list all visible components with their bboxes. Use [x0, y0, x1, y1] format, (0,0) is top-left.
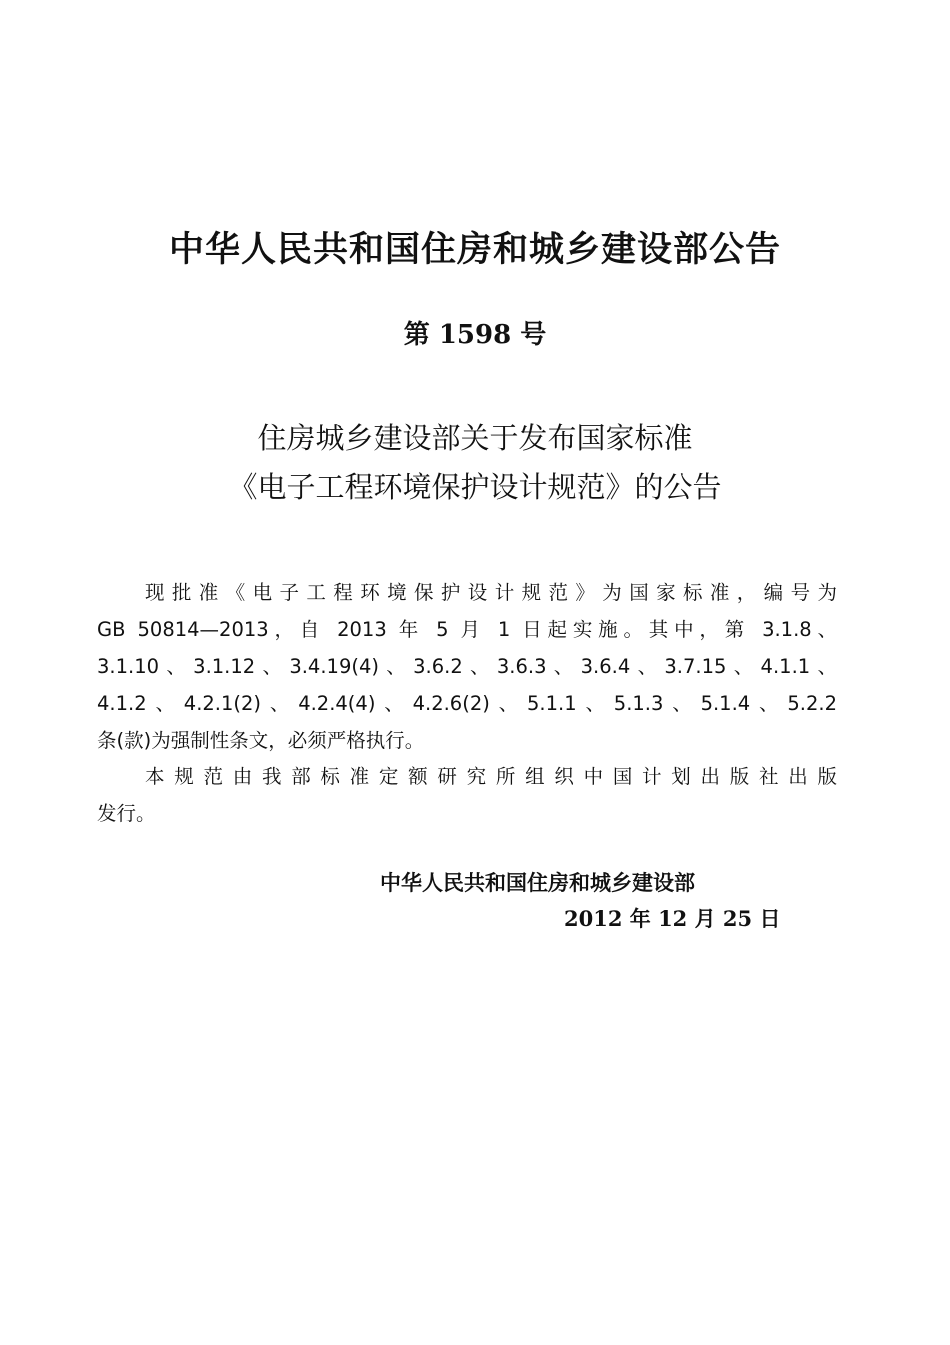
subtitle-line-1: 住房城乡建设部关于发布国家标准 [257, 421, 693, 455]
paragraph-line: 4.1.2、4.2.1(2)、4.2.4(4)、4.2.6(2)、5.1.1、5.1.3、5.1.4、5.2.2 [97, 692, 837, 715]
announcement-title: 中华人民共和国住房和城乡建设部公告 [168, 230, 781, 270]
paragraph-line: 3.1.10、3.1.12、3.4.19(4)、3.6.2、3.6.3、3.6.4、3.7.15、4.1.1、 [97, 655, 837, 678]
subtitle-line-2: 《电子工程环境保护设计规范》的公告 [228, 470, 722, 504]
paragraph-line: GB 50814—2013，自 2013 年 5 月 1 日起实施。其中，第 3.1.8、 [97, 618, 837, 641]
signature-date: 2012 年 12 月 25 日 [564, 906, 781, 931]
paragraph-line: 本规范由我部标准定额研究所组织中国计划出版社出版 [145, 765, 837, 788]
paragraph-line: 条(款)为强制性条文，必须严格执行。 [97, 729, 425, 752]
body-paragraph-1 [97, 574, 837, 759]
body-paragraph-2 [97, 758, 837, 832]
signature-organization: 中华人民共和国住房和城乡建设部 [380, 871, 695, 895]
paragraph-line: 发行。 [97, 802, 156, 825]
announcement-number: 第 1598 号 [403, 320, 547, 350]
paragraph-line: 现批准《电子工程环境保护设计规范》为国家标准，编号为 [145, 581, 837, 604]
